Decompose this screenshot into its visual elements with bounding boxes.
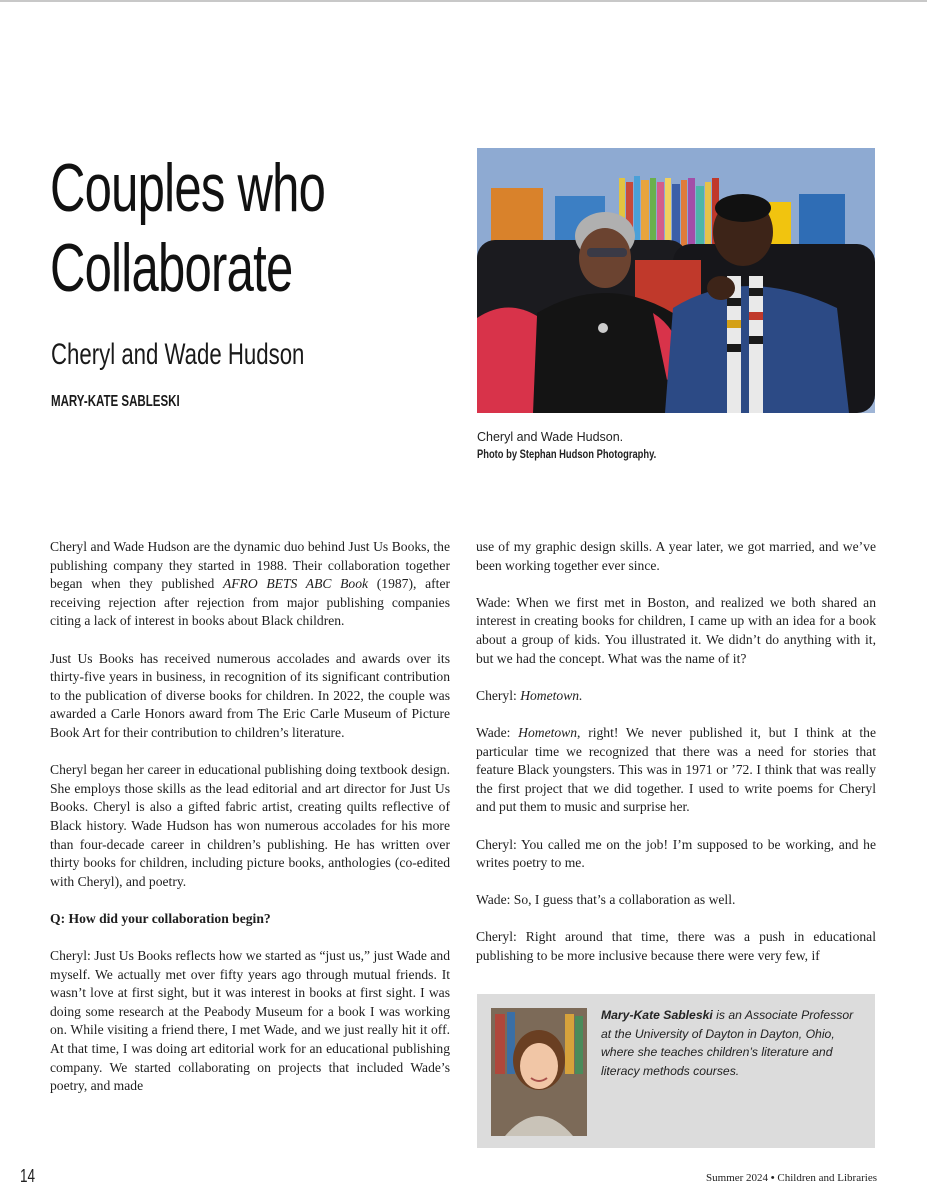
paragraph-cheryl-hometown: Cheryl: Hometown. bbox=[476, 687, 583, 703]
paragraph-cheryl-job: Cheryl: You called me on the job! I’m supposed to be working, and he writes poetry to me. bbox=[476, 836, 876, 871]
paragraph-careers: Cheryl began her career in educational publishing doing textbook design. She employs those skills as the lead editorial and art director for Just Us Books. Cheryl is also a gifted fabric artist, creating quilts reflective of Black history. Wade Hudson has won numerous accolades for his more than four-decade career in children’s publishing. He has written over thirty books for children, including picture books, anthologies (co-edited with Cheryl), and poetry. bbox=[50, 762, 450, 889]
paragraph-cheryl-answer: Cheryl: Just Us Books reflects how we started as “just us,” just Wade and myself. We actually met over fifty years ago through mutual friends. It wasn’t love at first sight, but it was interest in books at first sight. I was doing some research at the Peabody Museum for a book I was working on. While visiting a friend there, I met Wade, and we just really hit it off. At that time, I was doing art editorial work for an educational publishing company. We started collaborating on projects that included Wade’s poetry, and made bbox=[50, 948, 450, 1094]
page-number: 14 bbox=[20, 1166, 36, 1186]
article-title bbox=[50, 148, 338, 308]
author-portrait-illustration bbox=[491, 1008, 587, 1136]
author-bio-text: Mary-Kate Sableski is an Associate Professor at the University of Dayton in Dayton, Ohio, where she teaches children’s literature and literacy methods courses. bbox=[601, 1008, 854, 1078]
article-subtitle: Cheryl and Wade Hudson bbox=[51, 338, 305, 371]
paragraph-wade-boston: Wade: When we first met in Boston, and realized we both shared an interest in creating books for children, I came up with an idea for a book about a group of kids. You illustrated it. We didn’t do anything with it, but we had the concept. What was the name of it? bbox=[476, 594, 876, 666]
caption-text: Cheryl and Wade Hudson. bbox=[477, 430, 624, 444]
paragraph-wade-collab: Wade: So, I guess that’s a collaboration as well. bbox=[476, 892, 736, 908]
paragraph-continued: use of my graphic design skills. A year later, we got married, and we’ve been working together ever since. bbox=[476, 539, 876, 573]
paragraph-cheryl-push: Cheryl: Right around that time, there was a push in educational publishing to be more inclusive because there were very few, if bbox=[476, 929, 876, 964]
title-line-2: Collaborate bbox=[50, 230, 293, 306]
paragraph-intro: Cheryl and Wade Hudson are the dynamic duo behind Just Us Books, the publishing company they started in 1988. Their collaboration together began when they published AFRO BETS ABC Book (1987), after receiving rejection after rejection from major publishing companies citing a lack of interest in books about Black children. bbox=[50, 539, 450, 629]
photo-caption bbox=[477, 428, 875, 462]
book-title-afro-bets: AFRO BETS ABC Book bbox=[222, 576, 369, 592]
interview-question: Q: How did your collaboration begin? bbox=[50, 910, 271, 926]
top-rule bbox=[0, 0, 927, 2]
title-line-1: Couples who bbox=[50, 150, 326, 226]
couple-photo-illustration bbox=[477, 148, 875, 413]
paragraph-awards: Just Us Books has received numerous accolades and awards over its thirty-five years in business, in recognition of its significant contribution to the publication of diverse books for children. In 2022, the couple was awarded a Carle Honors award from The Eric Carle Museum of Picture Book Art for their contribution to children’s literature. bbox=[50, 650, 450, 740]
article-column-right bbox=[476, 538, 876, 984]
couple-photo bbox=[477, 148, 875, 413]
author-avatar bbox=[491, 1008, 587, 1136]
article-column-left bbox=[50, 538, 450, 1114]
author-bio-name: Mary-Kate Sableski bbox=[601, 1008, 713, 1022]
author-byline: MARY-KATE SABLESKI bbox=[51, 393, 180, 410]
paragraph-wade-hometown: Wade: Hometown, right! We never published it, but I think at the particular time we recognized that there was a need for stories that feature Black youngsters. This was in 1971 or ’72. I think that was really the first project that we did together. I used to write poems for Cheryl and put them to music and surprise her. bbox=[476, 724, 876, 815]
photo-credit: Photo by Stephan Hudson Photography. bbox=[477, 447, 657, 461]
page-footer: Summer 2024 • Children and Libraries bbox=[706, 1172, 877, 1184]
author-bio-box bbox=[477, 994, 875, 1148]
